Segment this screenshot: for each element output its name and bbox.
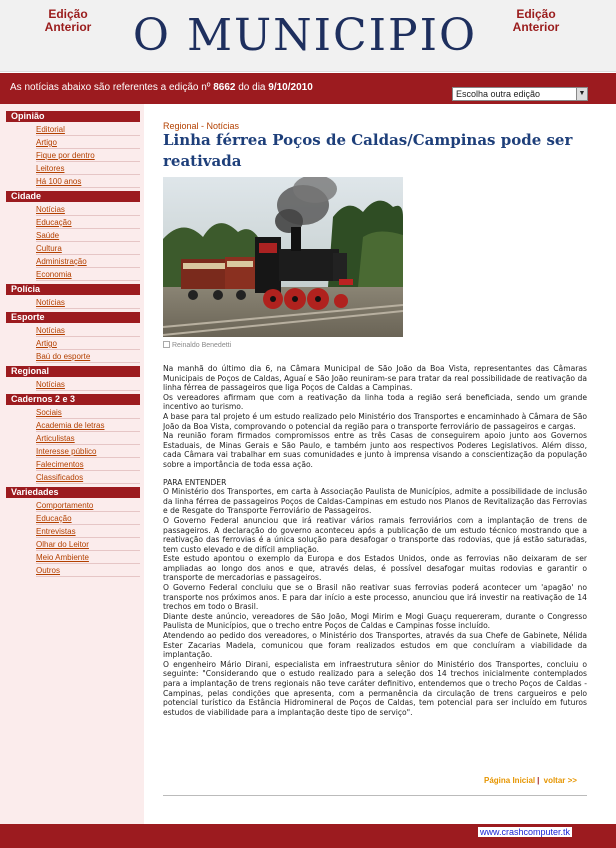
sidebar-link[interactable]: Economia: [36, 270, 72, 279]
sidebar-link-divider: [36, 336, 140, 337]
article-photo: [163, 177, 403, 337]
edition-text-middle: do dia: [235, 82, 269, 93]
sidebar-link-divider: [36, 418, 140, 419]
photo-caption: [163, 341, 231, 349]
sidebar-link-divider: [36, 537, 140, 538]
sidebar-link-divider: [36, 254, 140, 255]
sidebar-section-title: Polícia: [6, 284, 140, 295]
article-title: Linha férrea Poços de Caldas/Campinas pode ser reativada: [163, 131, 573, 170]
edition-bar: [0, 73, 616, 104]
sidebar-link-divider: [36, 576, 140, 577]
sidebar-link-divider: [36, 187, 140, 188]
sidebar-link[interactable]: Artigo: [36, 138, 57, 147]
sidebar-link[interactable]: Educação: [36, 218, 72, 227]
article-paragraph: [163, 470, 587, 478]
sidebar-link-divider: [36, 280, 140, 281]
sidebar-link[interactable]: Olhar do Leitor: [36, 540, 89, 549]
prev-right-line2: Anterior: [512, 20, 560, 34]
link-separator: |: [537, 776, 540, 785]
article-paragraph: Na manhã do último dia 6, na Câmara Municipal de São João da Boa Vista, representantes das Câmaras Municipais de Poços de Caldas, Aguaí e São João reuniram-se para tratar da real possibilidade de reativação da linha férrea de passageiros que liga Poços de Caldas a Campinas.: [163, 364, 587, 393]
sidebar-link[interactable]: Outros: [36, 566, 61, 575]
sidebar-link-divider: [36, 431, 140, 432]
sidebar-link-divider: [36, 524, 140, 525]
sidebar-link-divider: [36, 362, 140, 363]
sidebar-link[interactable]: Há 100 anos: [36, 177, 82, 186]
sidebar-link[interactable]: Articulistas: [36, 434, 75, 443]
sidebar-link[interactable]: Interesse público: [36, 447, 97, 456]
prev-right-line1: Edição: [516, 7, 556, 21]
masthead: [0, 0, 616, 72]
sidebar-link-divider: [36, 457, 140, 458]
sidebar-link[interactable]: Fique por dentro: [36, 151, 95, 160]
sidebar-link-divider: [36, 148, 140, 149]
sidebar-link-divider: [36, 135, 140, 136]
sidebar-section-title: Opinião: [6, 111, 140, 122]
article-paragraph: O Governo Federal anunciou que irá reativar vários ramais ferroviários com a implantação de trens de passageiros. A declaração do governo aconteceu após a publicação de um estudo técnico mostrando que a reativação das ferrovias é a única solução para desafogar o transporte das rodovias, que já estão saturadas, tem custo elevado e de difícil ampliação.: [163, 515, 587, 554]
sidebar-section-title: Regional: [6, 366, 140, 377]
steam-train-photo: [163, 177, 403, 337]
sidebar-section-title: Variedades: [6, 487, 140, 498]
article-paragraph: O Ministério dos Transportes, em carta à Associação Paulista de Municípios, admite a possibilidade de inclusão da linha férrea de passageiros Poços de Caldas-Campinas em estudo nos Planos de Revitalização das Ferrovias e de Resgate do Transporte Ferroviário de Passageiros.: [163, 487, 587, 516]
edition-date: 9/10/2010: [268, 82, 313, 93]
edition-text-prefix: As notícias abaixo são referentes a edição nº: [10, 82, 214, 93]
sidebar-link-divider: [36, 390, 140, 391]
edition-info: [10, 82, 313, 93]
sidebar-link[interactable]: Baú do esporte: [36, 352, 91, 361]
sidebar-link[interactable]: Editorial: [36, 125, 65, 134]
breadcrumb[interactable]: Regional - Notícias: [163, 121, 240, 131]
prev-left-line1: Edição: [48, 7, 88, 21]
sidebar-section-title: Esporte: [6, 312, 140, 323]
article-paragraph: PARA ENTENDER: [163, 477, 227, 487]
sidebar-link-divider: [36, 349, 140, 350]
sidebar-link-divider: [36, 174, 140, 175]
sidebar-link[interactable]: Academia de letras: [36, 421, 105, 430]
sidebar-link-divider: [36, 563, 140, 564]
sidebar-link[interactable]: Notícias: [36, 326, 65, 335]
chevron-down-icon[interactable]: ▼: [576, 88, 587, 100]
sidebar-link-divider: [36, 511, 140, 512]
sidebar-link[interactable]: Notícias: [36, 298, 65, 307]
sidebar-link-divider: [36, 267, 140, 268]
sidebar: [0, 104, 144, 824]
sidebar-link[interactable]: Administração: [36, 257, 87, 266]
sidebar-link[interactable]: Leitores: [36, 164, 65, 173]
article-paragraph: A base para tal projeto é um estudo realizado pelo Ministério dos Transportes e encaminhado à Câmara de São João da Boa Vista, comprovando o potencial da região para o transporte ferroviário de passageiros e cargas.: [163, 411, 587, 431]
home-link[interactable]: Página Inicial: [484, 776, 536, 785]
sidebar-link[interactable]: Comportamento: [36, 501, 94, 510]
back-link[interactable]: voltar >>: [543, 776, 577, 785]
sidebar-link-divider: [36, 228, 140, 229]
sidebar-link[interactable]: Artigo: [36, 339, 57, 348]
sidebar-link[interactable]: Saúde: [36, 231, 60, 240]
newspaper-logo[interactable]: O MUNICIPIO: [132, 10, 478, 61]
edition-select[interactable]: [452, 87, 588, 101]
article-paragraph: Este estudo apontou o exemplo da Europa e dos Estados Unidos, onde as ferrovias não deixaram de ser ampliadas ao longo dos anos e que, através delas, é possível desafogar muitas rodovias e garantir o transporte de mercadorias e passageiros.: [163, 554, 587, 583]
sidebar-link-divider: [36, 161, 140, 162]
divider: [163, 795, 587, 796]
sidebar-link-divider: [36, 483, 140, 484]
image-icon: [163, 341, 170, 348]
sidebar-link-divider: [36, 241, 140, 242]
sidebar-link[interactable]: Notícias: [36, 380, 65, 389]
previous-edition-link-right[interactable]: [506, 8, 566, 34]
article-paragraph: Diante deste anúncio, vereadores de São João, Mogi Mirim e Mogi Guaçu requereram, durante o Congresso Paulista de Municípios, que o trecho entre Poços de Caldas e Campinas fosse incluído.: [163, 611, 587, 631]
sidebar-link[interactable]: Educação: [36, 514, 72, 523]
article-body: [163, 364, 587, 717]
bottom-bar: [0, 824, 616, 848]
edition-select-value: Escolha outra edição: [456, 89, 541, 99]
sidebar-link-divider: [36, 550, 140, 551]
article-paragraph: Atendendo ao pedido dos vereadores, o Ministério dos Transportes, através da sua Chefe de Gabinete, Nélida Ester Zacarias Madela, comunicou que foram realizados estudos em que concluíram a viabilidade da implantação.: [163, 631, 587, 660]
sidebar-section-title: Cadernos 2 e 3: [6, 394, 140, 405]
sidebar-link[interactable]: Notícias: [36, 205, 65, 214]
photo-credit: Reinaldo Benedetti: [172, 342, 232, 349]
footer-links: [484, 776, 577, 785]
sidebar-link[interactable]: Entrevistas: [36, 527, 76, 536]
sidebar-link-divider: [36, 308, 140, 309]
article-paragraph: O engenheiro Mário Dirani, especialista em infraestrutura sênior do Ministério dos Transportes, concluiu o seguinte: "Considerando que o estudo realizado para a seleção dos 14 trechos inicialmente contemplados para a implantação de trens regionais não teve caráter definitivo, entendemos que o trecho Poços de Caldas - Campinas, pelas condições que apresenta, com a permanência da circulação de trens cargueiros e pelo potencial turístico da Estância Hidromineral de Poços de Caldas, tem potencial para ser incluído em futuros estudos de viabilidade para a implantação deste tipo de serviço".: [163, 659, 587, 717]
sidebar-link[interactable]: Cultura: [36, 244, 62, 253]
sidebar-link[interactable]: Classificados: [36, 473, 84, 482]
sidebar-link[interactable]: Falecimentos: [36, 460, 84, 469]
edition-number: 8662: [213, 82, 236, 93]
sidebar-link-divider: [36, 470, 140, 471]
article-paragraph: Na reunião foram firmados compromissos entre as três Casas de conseguirem apoio junto aos Governos Estaduais, de Minas Gerais e São Paulo, e também junto aos respectivos Poderes Legislativos. Além disso, cada Câmara vai trabalhar em suas comunidades e junto à imprensa visando a conscientização da população sobre a importância de toda essa ação.: [163, 431, 587, 469]
article-paragraph: O Governo Federal concluiu que se o Brasil não reativar suas ferrovias poderá acontecer um 'apagão' no transporte nos próximos anos. E para dar início a este processo, anunciou que irá investir na reativação de 14 trechos em todo o Brasil.: [163, 583, 587, 612]
prev-left-line2: Anterior: [44, 20, 92, 34]
sidebar-link[interactable]: Meio Ambiente: [36, 553, 89, 562]
previous-edition-link-left[interactable]: [38, 8, 98, 34]
site-credit[interactable]: www.crashcomputer.tk: [480, 827, 571, 837]
sidebar-link-divider: [36, 215, 140, 216]
article-paragraph: Os vereadores afirmam que com a reativação da linha toda a região será beneficiada, sendo um grande incentivo ao turismo.: [163, 392, 587, 412]
sidebar-link[interactable]: Sociais: [36, 408, 62, 417]
sidebar-link-divider: [36, 444, 140, 445]
sidebar-section-title: Cidade: [6, 191, 140, 202]
